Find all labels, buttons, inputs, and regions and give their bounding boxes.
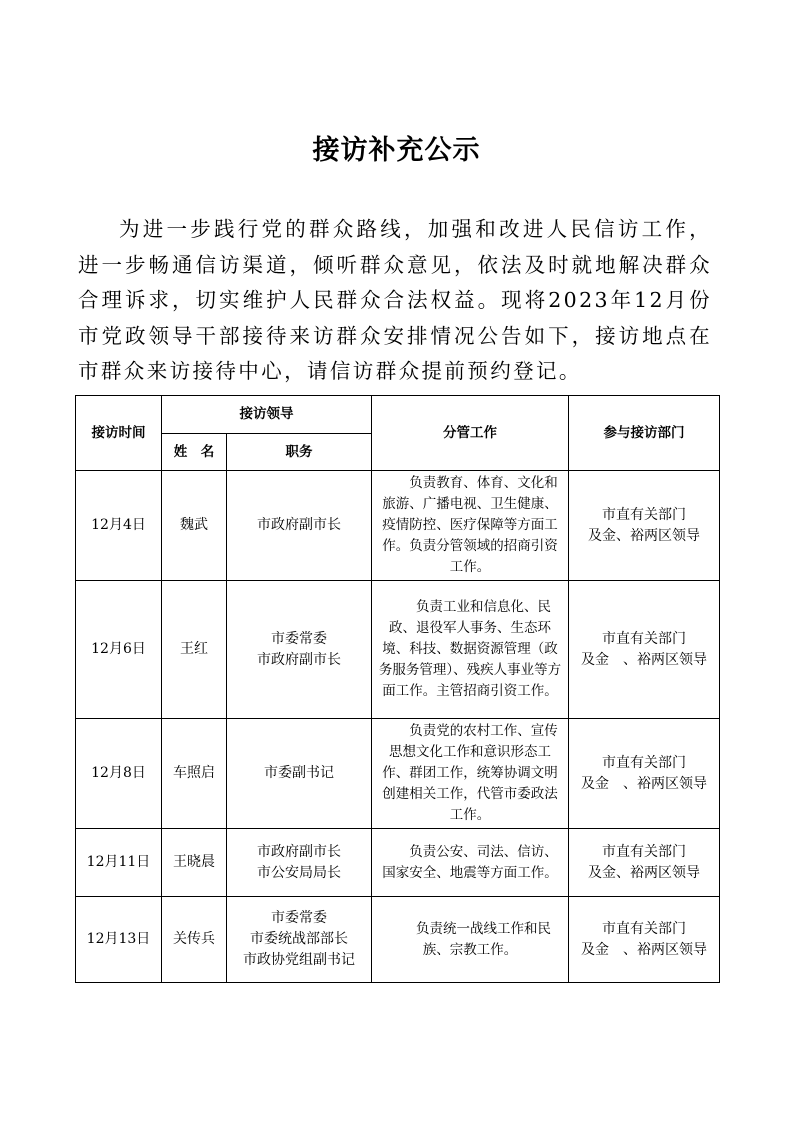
table-row bbox=[76, 581, 720, 719]
cell-date: 12月6日 bbox=[76, 581, 162, 719]
intro-text: 为进一步践行党的群众路线，加强和改进人民信访工作，进一步畅通信访渠道，倾听群众意见，依法及时就地解决群众合理诉求，切实维护人民群众合法权益。现将2023年12月份市党政领导干部接待来访群众安排情况公告如下，接访地点在市群众来访接待中心，请信访群众提前预约登记。 bbox=[78, 217, 712, 383]
reception-schedule-table bbox=[75, 395, 720, 983]
cell-duty: 负责工业和信息化、民政、退役军人事务、生态环境、科技、数据资源管理（政务服务管理）、残疾人事业等方面工作。主管招商引资工作。 bbox=[372, 581, 569, 719]
cell-name: 王红 bbox=[162, 581, 227, 719]
page-title: 接访补充公示 bbox=[312, 135, 481, 166]
dept-line: 市直有关部门 bbox=[602, 920, 686, 937]
position-line: 市委常委 bbox=[271, 910, 327, 926]
position-line: 市政府副市长 bbox=[257, 517, 341, 533]
dept-line: 及金、裕两区领导 bbox=[588, 864, 700, 881]
dept-line: 市直有关部门 bbox=[602, 630, 686, 647]
intro-paragraph bbox=[78, 212, 712, 390]
dept-line: 及金、裕两区领导 bbox=[588, 527, 700, 544]
table-row bbox=[76, 719, 720, 829]
header-position: 职务 bbox=[227, 434, 372, 471]
cell-name: 关传兵 bbox=[162, 897, 227, 983]
cell-duty: 负责教育、体育、文化和旅游、广播电视、卫生健康、疫情防控、医疗保障等方面工作。负责分管领域的招商引资工作。 bbox=[372, 471, 569, 581]
position-line: 市委常委 bbox=[271, 630, 327, 647]
dept-line: 及金 、裕两区领导 bbox=[581, 651, 707, 668]
table-row bbox=[76, 829, 720, 897]
dept-line: 市直有关部门 bbox=[602, 506, 686, 523]
dept-line: 及金 、裕两区领导 bbox=[581, 775, 707, 792]
cell-position bbox=[227, 471, 372, 581]
header-time: 接访时间 bbox=[76, 396, 162, 471]
position-line: 市政府副市长 bbox=[257, 651, 341, 668]
header-duty: 分管工作 bbox=[372, 396, 569, 471]
position-line: 市委统战部部长 bbox=[250, 931, 348, 947]
cell-duty: 负责党的农村工作、宣传思想文化工作和意识形态工作、群团工作，统筹协调文明创建相关工作，代管市委政法工作。 bbox=[372, 719, 569, 829]
dept-line: 市直有关部门 bbox=[602, 843, 686, 860]
cell-date: 12月11日 bbox=[76, 829, 162, 897]
cell-duty: 负责统一战线工作和民族、宗教工作。 bbox=[372, 897, 569, 983]
cell-position bbox=[227, 581, 372, 719]
table-row bbox=[76, 471, 720, 581]
cell-duty: 负责公安、司法、信访、国家安全、地震等方面工作。 bbox=[372, 829, 569, 897]
cell-dept bbox=[569, 581, 720, 719]
dept-line: 及金 、裕两区领导 bbox=[581, 941, 707, 958]
table-row bbox=[76, 897, 720, 983]
cell-date: 12月13日 bbox=[76, 897, 162, 983]
position-line: 市委副书记 bbox=[264, 765, 334, 781]
cell-name: 车照启 bbox=[162, 719, 227, 829]
cell-position bbox=[227, 829, 372, 897]
cell-position bbox=[227, 897, 372, 983]
cell-date: 12月4日 bbox=[76, 471, 162, 581]
position-line: 市政协党组副书记 bbox=[243, 952, 355, 968]
cell-dept bbox=[569, 897, 720, 983]
cell-date: 12月8日 bbox=[76, 719, 162, 829]
header-dept: 参与接访部门 bbox=[569, 396, 720, 471]
position-line: 市公安局局长 bbox=[257, 864, 341, 881]
cell-dept bbox=[569, 471, 720, 581]
position-line: 市政府副市长 bbox=[257, 843, 341, 860]
table-header-row bbox=[76, 396, 720, 434]
cell-dept bbox=[569, 829, 720, 897]
cell-dept bbox=[569, 719, 720, 829]
cell-name: 魏武 bbox=[162, 471, 227, 581]
cell-name: 王晓晨 bbox=[162, 829, 227, 897]
cell-position bbox=[227, 719, 372, 829]
header-leader: 接访领导 bbox=[162, 396, 372, 434]
dept-line: 市直有关部门 bbox=[602, 754, 686, 771]
header-name: 姓 名 bbox=[162, 434, 227, 471]
